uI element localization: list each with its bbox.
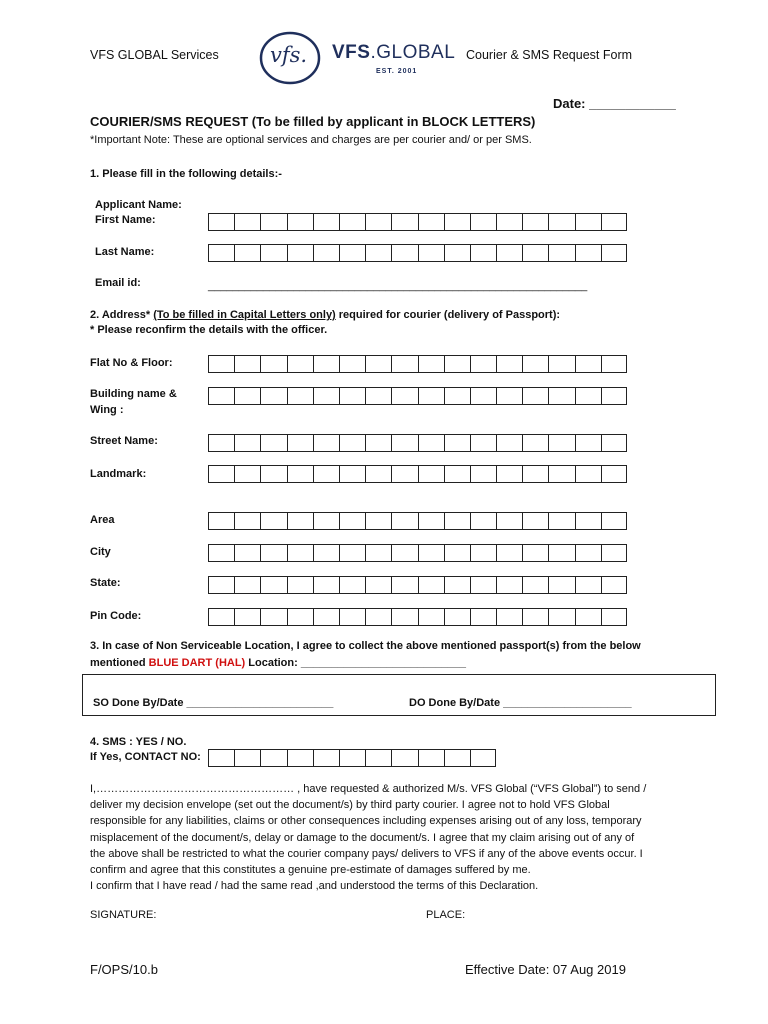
char-box[interactable] <box>418 213 444 231</box>
applicant-name-label: Applicant Name: <box>95 199 182 211</box>
first-name-label: First Name: <box>95 214 156 226</box>
char-box[interactable] <box>234 434 260 452</box>
state-label: State: <box>90 577 121 589</box>
char-box[interactable] <box>260 576 286 594</box>
char-box[interactable] <box>522 244 548 262</box>
char-box[interactable] <box>391 387 417 405</box>
char-box[interactable] <box>575 608 601 626</box>
office-use-box <box>82 674 716 716</box>
char-box[interactable] <box>208 608 234 626</box>
char-box[interactable] <box>418 749 444 767</box>
char-box[interactable] <box>365 355 391 373</box>
declaration-line: responsible for any liabilities, claims or other consequences including expenses arising out of any loss, temporary <box>90 815 642 828</box>
char-box[interactable] <box>287 244 313 262</box>
char-box[interactable] <box>444 749 470 767</box>
char-box[interactable] <box>287 355 313 373</box>
char-box[interactable] <box>522 576 548 594</box>
char-box[interactable] <box>548 512 574 530</box>
char-box[interactable] <box>601 544 627 562</box>
char-box[interactable] <box>260 355 286 373</box>
char-box[interactable] <box>287 512 313 530</box>
char-box[interactable] <box>522 512 548 530</box>
char-box[interactable] <box>601 213 627 231</box>
declaration-line: confirm and agree that this constitutes a genuine pre-estimate of damages suffered by me. <box>90 864 531 877</box>
char-box[interactable] <box>418 544 444 562</box>
street-boxes[interactable] <box>208 434 627 452</box>
section3-line1: 3. In case of Non Serviceable Location, I agree to collect the above mentioned passport(s) from the below <box>90 640 641 652</box>
char-box[interactable] <box>470 608 496 626</box>
char-box[interactable] <box>260 434 286 452</box>
char-box[interactable] <box>313 244 339 262</box>
char-box[interactable] <box>313 213 339 231</box>
char-box[interactable] <box>444 213 470 231</box>
char-box[interactable] <box>365 608 391 626</box>
pin-boxes[interactable] <box>208 608 627 626</box>
char-box[interactable] <box>234 576 260 594</box>
char-box[interactable] <box>418 512 444 530</box>
char-box[interactable] <box>575 355 601 373</box>
char-box[interactable] <box>496 608 522 626</box>
signature-label: SIGNATURE: <box>90 909 157 921</box>
char-box[interactable] <box>313 512 339 530</box>
char-box[interactable] <box>522 434 548 452</box>
char-box[interactable] <box>470 434 496 452</box>
char-box[interactable] <box>391 355 417 373</box>
state-boxes[interactable] <box>208 576 627 594</box>
char-box[interactable] <box>444 576 470 594</box>
char-box[interactable] <box>548 544 574 562</box>
char-box[interactable] <box>287 576 313 594</box>
reconfirm-note: * Please reconfirm the details with the officer. <box>90 324 328 336</box>
char-box[interactable] <box>444 244 470 262</box>
char-box[interactable] <box>444 465 470 483</box>
char-box[interactable] <box>365 213 391 231</box>
char-box[interactable] <box>260 512 286 530</box>
last-name-boxes[interactable] <box>208 244 627 262</box>
flat-label: Flat No & Floor: <box>90 357 173 369</box>
char-box[interactable] <box>260 608 286 626</box>
declaration-text <box>90 781 690 894</box>
char-box[interactable] <box>287 465 313 483</box>
char-box[interactable] <box>575 544 601 562</box>
char-box[interactable] <box>260 244 286 262</box>
declaration-line: I,……………………………………………… , have requested & authorized M/s. VFS Global (“VFS Global”) to send / <box>90 783 647 795</box>
contact-boxes[interactable] <box>208 749 496 767</box>
char-box[interactable] <box>418 608 444 626</box>
char-box[interactable] <box>208 244 234 262</box>
char-box[interactable] <box>548 465 574 483</box>
char-box[interactable] <box>496 244 522 262</box>
building-boxes[interactable] <box>208 387 627 405</box>
form-code: F/OPS/10.b <box>90 962 158 977</box>
char-box[interactable] <box>444 608 470 626</box>
char-box[interactable] <box>470 544 496 562</box>
email-line[interactable]: ______________________________________________________________ <box>208 280 588 292</box>
char-box[interactable] <box>365 544 391 562</box>
char-box[interactable] <box>208 749 234 767</box>
char-box[interactable] <box>391 244 417 262</box>
char-box[interactable] <box>575 465 601 483</box>
char-box[interactable] <box>287 213 313 231</box>
char-box[interactable] <box>208 512 234 530</box>
char-box[interactable] <box>339 576 365 594</box>
char-box[interactable] <box>470 465 496 483</box>
char-box[interactable] <box>313 355 339 373</box>
char-box[interactable] <box>601 387 627 405</box>
char-box[interactable] <box>391 512 417 530</box>
char-box[interactable] <box>287 434 313 452</box>
char-box[interactable] <box>339 244 365 262</box>
building-label-2: Wing : <box>90 404 124 416</box>
char-box[interactable] <box>470 244 496 262</box>
char-box[interactable] <box>522 213 548 231</box>
char-box[interactable] <box>234 749 260 767</box>
char-box[interactable] <box>234 512 260 530</box>
form-title: COURIER/SMS REQUEST (To be filled by applicant in BLOCK LETTERS) <box>90 114 536 129</box>
char-box[interactable] <box>496 576 522 594</box>
char-box[interactable] <box>234 387 260 405</box>
street-label: Street Name: <box>90 435 158 447</box>
building-label-1: Building name & <box>90 388 177 400</box>
city-boxes[interactable] <box>208 544 627 562</box>
char-box[interactable] <box>575 387 601 405</box>
char-box[interactable] <box>496 355 522 373</box>
char-box[interactable] <box>339 544 365 562</box>
char-box[interactable] <box>365 576 391 594</box>
char-box[interactable] <box>208 434 234 452</box>
char-box[interactable] <box>391 576 417 594</box>
char-box[interactable] <box>575 244 601 262</box>
char-box[interactable] <box>287 608 313 626</box>
header-left-text: VFS GLOBAL Services <box>90 48 219 62</box>
char-box[interactable] <box>313 608 339 626</box>
char-box[interactable] <box>208 465 234 483</box>
char-box[interactable] <box>339 213 365 231</box>
section3-line2: mentioned BLUE DART (HAL) Location: ___________________________ <box>90 657 467 669</box>
sms-option[interactable]: 4. SMS : YES / NO. <box>90 736 187 748</box>
char-box[interactable] <box>339 608 365 626</box>
flat-boxes[interactable] <box>208 355 627 373</box>
char-box[interactable] <box>391 608 417 626</box>
char-box[interactable] <box>418 434 444 452</box>
char-box[interactable] <box>313 434 339 452</box>
char-box[interactable] <box>418 244 444 262</box>
char-box[interactable] <box>601 608 627 626</box>
char-box[interactable] <box>208 544 234 562</box>
char-box[interactable] <box>313 749 339 767</box>
char-box[interactable] <box>548 213 574 231</box>
char-box[interactable] <box>601 244 627 262</box>
char-box[interactable] <box>365 434 391 452</box>
char-box[interactable] <box>418 387 444 405</box>
char-box[interactable] <box>313 465 339 483</box>
char-box[interactable] <box>444 387 470 405</box>
char-box[interactable] <box>260 213 286 231</box>
section2-heading: 2. Address* (To be filled in Capital Letters only) required for courier (delivery of Passport): <box>90 309 561 321</box>
declaration-line: the above shall be restricted to what the courier company pays/ delivers to VFS if any of the above events occur. I <box>90 847 643 860</box>
logo-est: EST. 2001 <box>376 68 418 75</box>
char-box[interactable] <box>601 576 627 594</box>
char-box[interactable] <box>601 512 627 530</box>
char-box[interactable] <box>391 213 417 231</box>
char-box[interactable] <box>522 355 548 373</box>
char-box[interactable] <box>418 465 444 483</box>
char-box[interactable] <box>496 434 522 452</box>
so-done-field[interactable]: SO Done By/Date ________________________ <box>93 697 334 709</box>
char-box[interactable] <box>470 749 496 767</box>
declaration-line: deliver my decision envelope (set out the document/s) by third party courier. I agree not to hold VFS Global <box>90 799 610 812</box>
char-box[interactable] <box>522 465 548 483</box>
char-box[interactable] <box>575 213 601 231</box>
char-box[interactable] <box>496 465 522 483</box>
char-box[interactable] <box>548 387 574 405</box>
char-box[interactable] <box>548 608 574 626</box>
char-box[interactable] <box>522 387 548 405</box>
char-box[interactable] <box>418 355 444 373</box>
char-box[interactable] <box>208 387 234 405</box>
char-box[interactable] <box>601 355 627 373</box>
char-box[interactable] <box>601 465 627 483</box>
char-box[interactable] <box>418 576 444 594</box>
email-label: Email id: <box>95 277 141 289</box>
char-box[interactable] <box>470 213 496 231</box>
char-box[interactable] <box>287 749 313 767</box>
area-label: Area <box>90 514 115 526</box>
place-label: PLACE: <box>426 909 466 921</box>
char-box[interactable] <box>470 576 496 594</box>
logo-mark-text: vfs. <box>270 43 308 67</box>
date-field[interactable]: Date: ____________ <box>553 96 676 111</box>
area-boxes[interactable] <box>208 512 627 530</box>
char-box[interactable] <box>444 355 470 373</box>
header-right-text: Courier & SMS Request Form <box>466 48 633 62</box>
char-box[interactable] <box>260 749 286 767</box>
char-box[interactable] <box>260 544 286 562</box>
char-box[interactable] <box>365 749 391 767</box>
char-box[interactable] <box>339 465 365 483</box>
first-name-boxes[interactable] <box>208 213 627 231</box>
char-box[interactable] <box>548 434 574 452</box>
char-box[interactable] <box>444 434 470 452</box>
declaration-line: misplacement of the document/s, delay or damage to the document/s. I agree that my claim arising out of any of <box>90 831 635 844</box>
char-box[interactable] <box>548 355 574 373</box>
char-box[interactable] <box>391 465 417 483</box>
char-box[interactable] <box>470 355 496 373</box>
char-box[interactable] <box>365 465 391 483</box>
city-label: City <box>90 546 111 558</box>
important-note: *Important Note: These are optional services and charges are per courier and/ or per SMS. <box>90 134 532 146</box>
char-box[interactable] <box>234 355 260 373</box>
char-box[interactable] <box>575 434 601 452</box>
char-box[interactable] <box>208 355 234 373</box>
char-box[interactable] <box>522 608 548 626</box>
char-box[interactable] <box>548 244 574 262</box>
declaration-line: I confirm that I have read / had the same read ,and understood the terms of this Declaration. <box>90 880 539 893</box>
char-box[interactable] <box>287 387 313 405</box>
char-box[interactable] <box>313 387 339 405</box>
char-box[interactable] <box>339 434 365 452</box>
char-box[interactable] <box>470 512 496 530</box>
char-box[interactable] <box>365 244 391 262</box>
char-box[interactable] <box>444 544 470 562</box>
char-box[interactable] <box>313 544 339 562</box>
vfs-global-logo <box>258 30 458 86</box>
char-box[interactable] <box>260 387 286 405</box>
char-box[interactable] <box>391 749 417 767</box>
char-box[interactable] <box>234 244 260 262</box>
logo-name: VFS.GLOBAL <box>332 42 456 63</box>
char-box[interactable] <box>287 544 313 562</box>
section1-heading: 1. Please fill in the following details:- <box>90 168 282 180</box>
char-box[interactable] <box>260 465 286 483</box>
landmark-label: Landmark: <box>90 468 147 480</box>
last-name-label: Last Name: <box>95 246 155 258</box>
do-done-field[interactable]: DO Done By/Date _____________________ <box>409 697 632 709</box>
char-box[interactable] <box>234 213 260 231</box>
char-box[interactable] <box>339 749 365 767</box>
landmark-boxes[interactable] <box>208 465 627 483</box>
char-box[interactable] <box>391 434 417 452</box>
char-box[interactable] <box>575 512 601 530</box>
char-box[interactable] <box>548 576 574 594</box>
char-box[interactable] <box>339 355 365 373</box>
char-box[interactable] <box>313 576 339 594</box>
char-box[interactable] <box>470 387 496 405</box>
char-box[interactable] <box>208 576 234 594</box>
char-box[interactable] <box>522 544 548 562</box>
char-box[interactable] <box>496 544 522 562</box>
char-box[interactable] <box>444 512 470 530</box>
char-box[interactable] <box>496 512 522 530</box>
char-box[interactable] <box>234 608 260 626</box>
contact-label: If Yes, CONTACT NO: <box>90 751 201 763</box>
char-box[interactable] <box>208 213 234 231</box>
char-box[interactable] <box>339 387 365 405</box>
char-box[interactable] <box>365 512 391 530</box>
char-box[interactable] <box>575 576 601 594</box>
char-box[interactable] <box>496 213 522 231</box>
char-box[interactable] <box>234 465 260 483</box>
char-box[interactable] <box>339 512 365 530</box>
effective-date: Effective Date: 07 Aug 2019 <box>465 962 626 977</box>
pin-label: Pin Code: <box>90 610 142 622</box>
char-box[interactable] <box>496 387 522 405</box>
char-box[interactable] <box>601 434 627 452</box>
char-box[interactable] <box>391 544 417 562</box>
char-box[interactable] <box>365 387 391 405</box>
char-box[interactable] <box>234 544 260 562</box>
